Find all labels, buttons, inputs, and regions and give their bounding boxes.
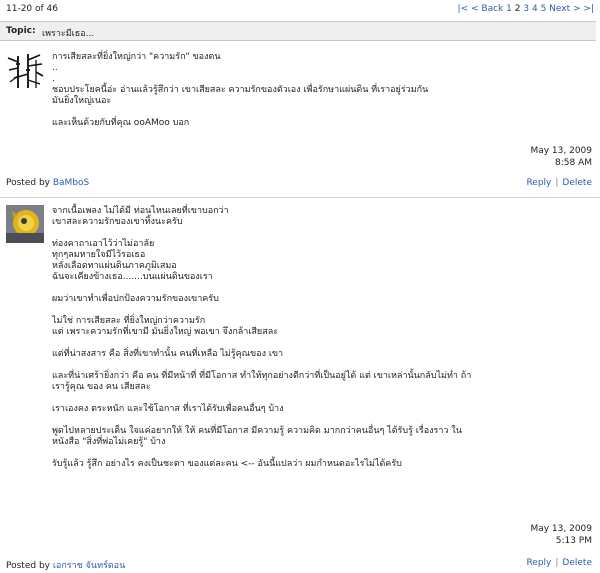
post-body: [52, 206, 572, 470]
post-line: ผมว่าเขาทำเพื่อปกป้องความรักของเขาครับ: [52, 294, 219, 304]
page-5-link[interactable]: 5: [540, 4, 547, 14]
post-line: [52, 360, 572, 371]
avatar: [6, 205, 44, 243]
topic-label: Topic:: [6, 26, 36, 36]
post-line: จากเนื้อเพลง ไม่ได้มี ท่อนไหนเลยที่เขาบอกว่า: [52, 206, 229, 216]
reply-link[interactable]: Reply: [526, 558, 552, 568]
posted-by: [6, 558, 125, 572]
post-actions: [526, 558, 592, 568]
post-line: เขาสละความรักของเขาทิ้งนะครับ: [52, 217, 183, 227]
post-line: เรารู้คุณ ของ คน เสียสละ: [52, 382, 151, 392]
post-date: May 13, 2009: [530, 146, 592, 156]
post-line: ชอบประโยคนี้อ่ะ อ่านแล้วรู้สึกว่า เขาเสียสละ ความรักของตัวเอง เพื่อรักษาแผ่นดิน ที่เราอยู่ร่วมกัน: [52, 85, 429, 95]
post-time: 5:13 PM: [555, 536, 592, 546]
post-line: [52, 338, 572, 349]
post-1: [0, 44, 600, 194]
post-body: [52, 52, 572, 129]
post-line: หนังสือ "สิ่งที่พ่อไม่เคยรู้" บ้าง: [52, 437, 166, 447]
delete-link[interactable]: Delete: [562, 558, 592, 568]
post-line: หลั่งเลือดทาแผ่นดินภาคภูมิเสมอ: [52, 261, 177, 271]
pager: [458, 4, 594, 14]
post-timestamp: [530, 523, 592, 547]
post-line: ทุกๆลมหายใจมีไว้รอเธอ: [52, 250, 146, 260]
current-page: 2: [514, 4, 521, 14]
page-4-link[interactable]: 4: [531, 4, 538, 14]
post-timestamp: [530, 145, 592, 169]
author-link[interactable]: เอกราช จันทร์ดอน: [52, 561, 126, 571]
reply-link[interactable]: Reply: [526, 178, 552, 188]
first-page-link[interactable]: |< <: [457, 4, 479, 14]
post-line: [52, 305, 572, 316]
post-date: May 13, 2009: [530, 524, 592, 534]
post-line: การเสียสละที่ยิ่งใหญ่กว่า "ความรัก" ของตน: [52, 52, 221, 62]
post-line: มันยิ่งใหญ่เนอะ: [52, 96, 112, 106]
post-footer: [0, 558, 600, 572]
post-line: [52, 393, 572, 404]
post-line: [52, 415, 572, 426]
back-link[interactable]: Back: [481, 4, 504, 14]
post-actions: [526, 178, 592, 188]
posted-by: [6, 178, 89, 188]
next-link[interactable]: Next: [549, 4, 571, 14]
posted-by-label: Posted by: [6, 178, 50, 188]
pagination-bar: [0, 0, 600, 18]
post-line: ไม่ใช่ การเสียสละ ที่ยิ่งใหญ่กว่าความรัก: [52, 316, 206, 326]
post-footer: [0, 178, 600, 192]
separator: |: [555, 558, 559, 568]
post-line: [52, 283, 572, 294]
separator: |: [555, 178, 559, 188]
post-line: และที่น่าเศร้ายิ่งกว่า คือ คน ที่มีหน้าที่ ที่มีโอกาส ทำให้ทุกอย่างดีกว่าที่เป็นอยู่ได้ แต่ เขาเหล่านั้นกลับไม่ทำ ถ้า: [52, 371, 472, 381]
bamboo-avatar-icon: [6, 52, 44, 90]
post-2: [0, 199, 600, 573]
post-line: แต่ เพราะความรักที่เขามี มันยิ่งใหญ่ พอเขา จึงกล้าเสียสละ: [52, 327, 279, 337]
avatar: [6, 52, 44, 90]
page-3-link[interactable]: 3: [523, 4, 530, 14]
post-line: แต่ที่น่าสงสาร คือ สิ่งที่เขาทำนั้น คนที่เหลือ ไม่รู้คุณของ เขา: [52, 349, 284, 359]
post-line: รับรู้แล้ว รู้สึก อย่างไร คงเป็นชะตา ของแต่ละคน <-- อันนี้แปลว่า ผมกำหนดอะไรไม่ได้ครับ: [52, 459, 402, 469]
user-avatar-icon: [6, 205, 44, 243]
post-line: [52, 448, 572, 459]
delete-link[interactable]: Delete: [562, 178, 592, 188]
post-line: ฉันจะเคียงข้างเธอ.......บนแผ่นดินของเรา: [52, 272, 213, 282]
posted-by-label: Posted by: [6, 561, 50, 571]
post-line: เราเองคง ตระหนัก และใช้โอกาส ที่เราได้รับเพื่อคนอื่นๆ บ้าง: [52, 404, 284, 414]
post-line: และเห็นด้วยกับที่คุณ ooAMoo บอก: [52, 118, 190, 128]
post-line: ..: [52, 63, 58, 73]
topic-title: เพราะมีเธอ...: [42, 29, 95, 39]
post-line: ท่องคาถาเอาไว้ว่าไม่อาลัย: [52, 239, 155, 249]
post-line: [52, 107, 572, 118]
post-divider: [0, 197, 600, 198]
page-1-link[interactable]: 1: [506, 4, 512, 14]
post-line: พูดไปหลายประเด็น ใจแค่อยากให้ ให้ คนที่มีโอกาส มีความรู้ ความคิด มากกว่าคนอื่นๆ ได้รับรู้ เรื่องราว ใน: [52, 426, 462, 436]
last-page-link[interactable]: > >|: [573, 4, 594, 14]
topic-bar: [0, 21, 596, 41]
post-time: 8:58 AM: [555, 158, 592, 168]
post-line: [52, 228, 572, 239]
result-range: 11-20 of 46: [6, 4, 59, 14]
post-line: .: [52, 74, 55, 84]
author-link[interactable]: BaMboS: [52, 178, 90, 188]
